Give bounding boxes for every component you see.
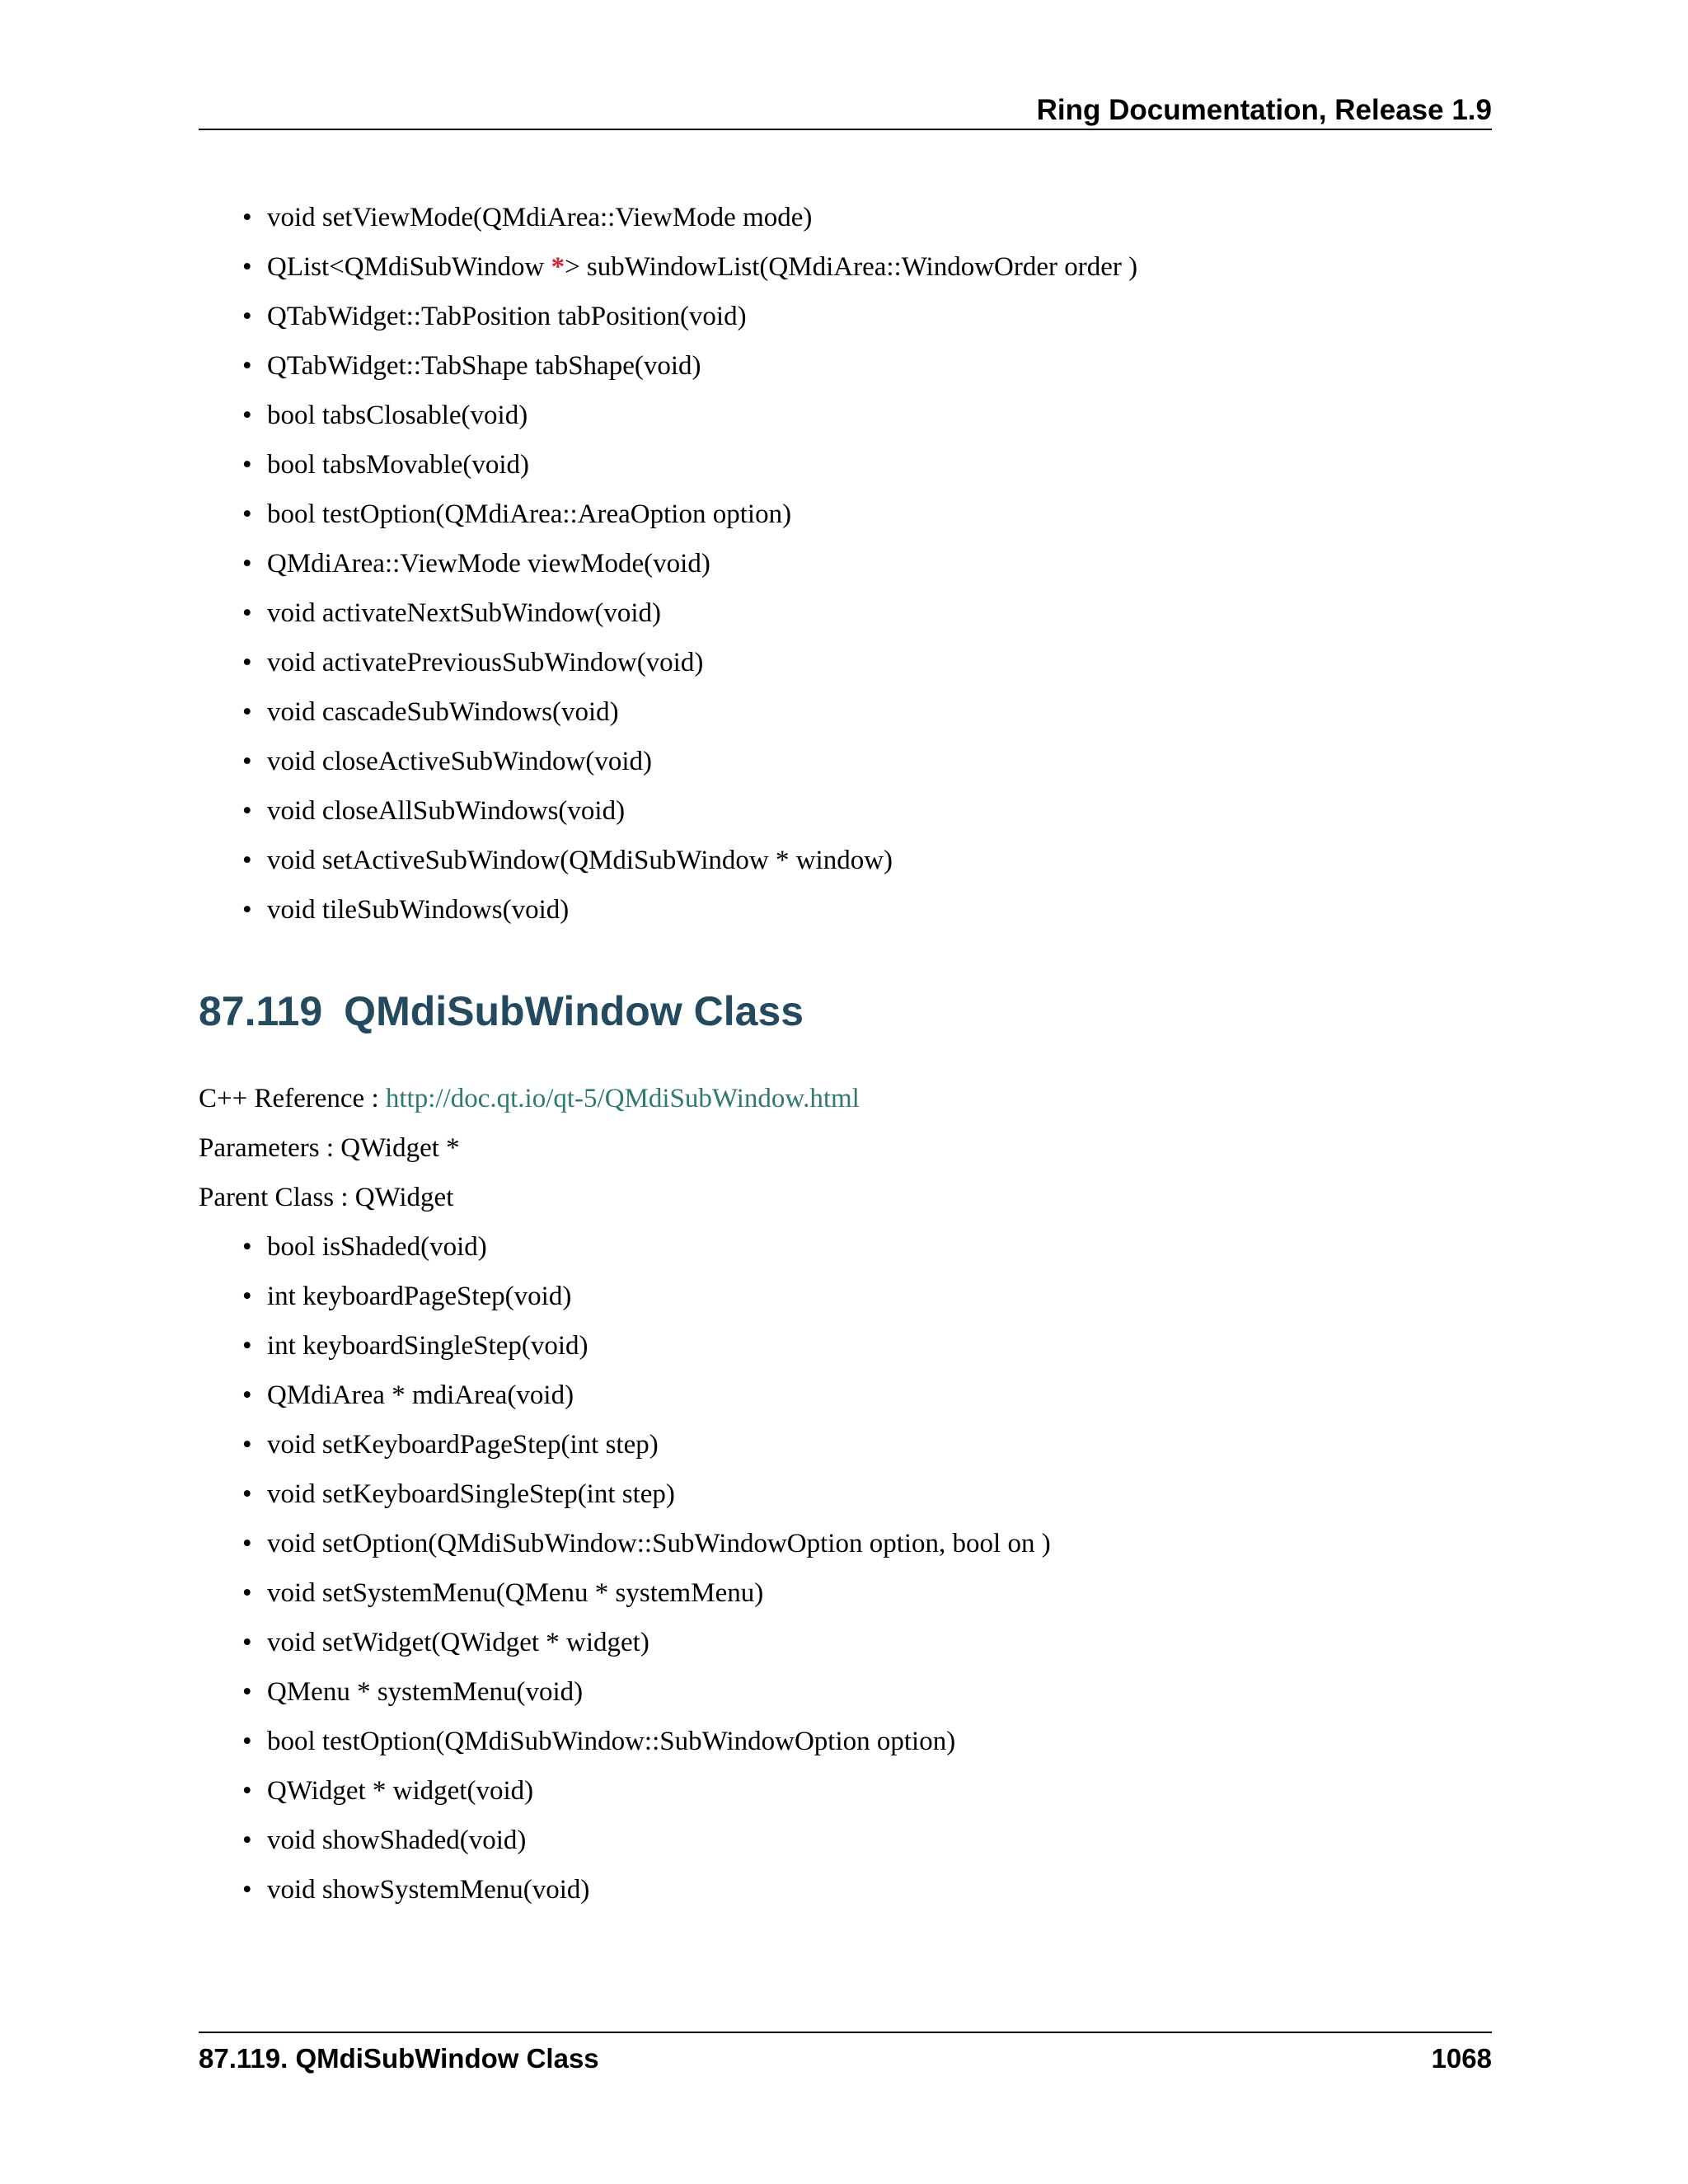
list-item: • bool testOption(QMdiSubWindow::SubWindowOption option) — [0, 1717, 1688, 1766]
bullet: • — [242, 1479, 252, 1509]
bullet: • — [242, 1282, 252, 1311]
bullet: • — [242, 450, 252, 480]
bullet: • — [242, 1776, 252, 1806]
parameters-line: Parameters : QWidget * — [199, 1133, 460, 1163]
list-item: • void tileSubWindows(void) — [0, 885, 1688, 935]
bullet: • — [242, 203, 252, 232]
list-item: • void activatePreviousSubWindow(void) — [0, 638, 1688, 687]
bullet: • — [242, 747, 252, 776]
list-item: • QTabWidget::TabPosition tabPosition(void) — [0, 292, 1688, 341]
cpp-reference-line: C++ Reference : http://doc.qt.io/qt-5/QMdiSubWindow.html — [199, 1084, 860, 1113]
bullet: • — [242, 648, 252, 677]
list-item: • bool tabsClosable(void) — [0, 391, 1688, 440]
list-item: • void setViewMode(QMdiArea::ViewMode mode) — [0, 193, 1688, 242]
list-item: • void showShaded(void) — [0, 1816, 1688, 1865]
list-item: • QMdiArea::ViewMode viewMode(void) — [0, 539, 1688, 588]
list-item: • QMenu * systemMenu(void) — [0, 1667, 1688, 1717]
bullet: • — [242, 1825, 252, 1855]
list-item: • void closeAllSubWindows(void) — [0, 786, 1688, 836]
bullet: • — [242, 697, 252, 727]
list-item: • void setSystemMenu(QMenu * systemMenu) — [0, 1568, 1688, 1618]
bullet: • — [242, 499, 252, 529]
list-item: • int keyboardSingleStep(void) — [0, 1321, 1688, 1371]
bullet: • — [242, 1727, 252, 1756]
bullet: • — [242, 549, 252, 579]
list-item: • QMdiArea * mdiArea(void) — [0, 1371, 1688, 1420]
list-item: • void setActiveSubWindow(QMdiSubWindow * window) — [0, 836, 1688, 885]
bullet: • — [242, 895, 252, 925]
bullet: • — [242, 401, 252, 430]
bullet: • — [242, 1430, 252, 1460]
list-item: • void setKeyboardSingleStep(int step) — [0, 1469, 1688, 1519]
list-item: • void showSystemMenu(void) — [0, 1865, 1688, 1915]
running-header: Ring Documentation, Release 1.9 — [199, 91, 1492, 130]
bullet: • — [242, 1628, 252, 1657]
list-item: • QList<QMdiSubWindow *> subWindowList(QMdiArea::WindowOrder order ) — [0, 242, 1688, 292]
section-number: 87.119 — [199, 988, 323, 1034]
section-heading — [199, 985, 804, 1038]
list-item: • void activateNextSubWindow(void) — [0, 588, 1688, 638]
footer-section: 87.119. QMdiSubWindow Class — [199, 2043, 599, 2074]
bullet: • — [242, 351, 252, 381]
page-number: 1068 — [1431, 2043, 1492, 2074]
bullet: • — [242, 252, 252, 282]
pointer-asterisk: * — [551, 252, 565, 282]
list-item: • bool tabsMovable(void) — [0, 440, 1688, 490]
list-item: • void cascadeSubWindows(void) — [0, 687, 1688, 737]
list-item: • void setOption(QMdiSubWindow::SubWindowOption option, bool on ) — [0, 1519, 1688, 1568]
bullet: • — [242, 846, 252, 875]
list-item: • QWidget * widget(void) — [0, 1766, 1688, 1816]
list-item: • void closeActiveSubWindow(void) — [0, 737, 1688, 786]
section-title-text: QMdiSubWindow Class — [344, 988, 804, 1034]
list-item: • void setKeyboardPageStep(int step) — [0, 1420, 1688, 1469]
bullet: • — [242, 302, 252, 331]
bullet: • — [242, 598, 252, 628]
bullet: • — [242, 1380, 252, 1410]
bullet: • — [242, 1677, 252, 1707]
bullet: • — [242, 1875, 252, 1905]
bullet: • — [242, 1529, 252, 1558]
list-item: • void setWidget(QWidget * widget) — [0, 1618, 1688, 1667]
parent-class-line: Parent Class : QWidget — [199, 1183, 454, 1212]
bullet: • — [242, 1578, 252, 1608]
list-item: • int keyboardPageStep(void) — [0, 1272, 1688, 1321]
bullet: • — [242, 1331, 252, 1361]
qt-reference-link[interactable]: http://doc.qt.io/qt-5/QMdiSubWindow.html — [385, 1084, 860, 1113]
list-item: • bool isShaded(void) — [0, 1222, 1688, 1272]
list-item: • QTabWidget::TabShape tabShape(void) — [0, 341, 1688, 391]
running-footer — [199, 2032, 1492, 2086]
list-item: • bool testOption(QMdiArea::AreaOption option) — [0, 490, 1688, 539]
bullet: • — [242, 796, 252, 826]
bullet: • — [242, 1232, 252, 1262]
